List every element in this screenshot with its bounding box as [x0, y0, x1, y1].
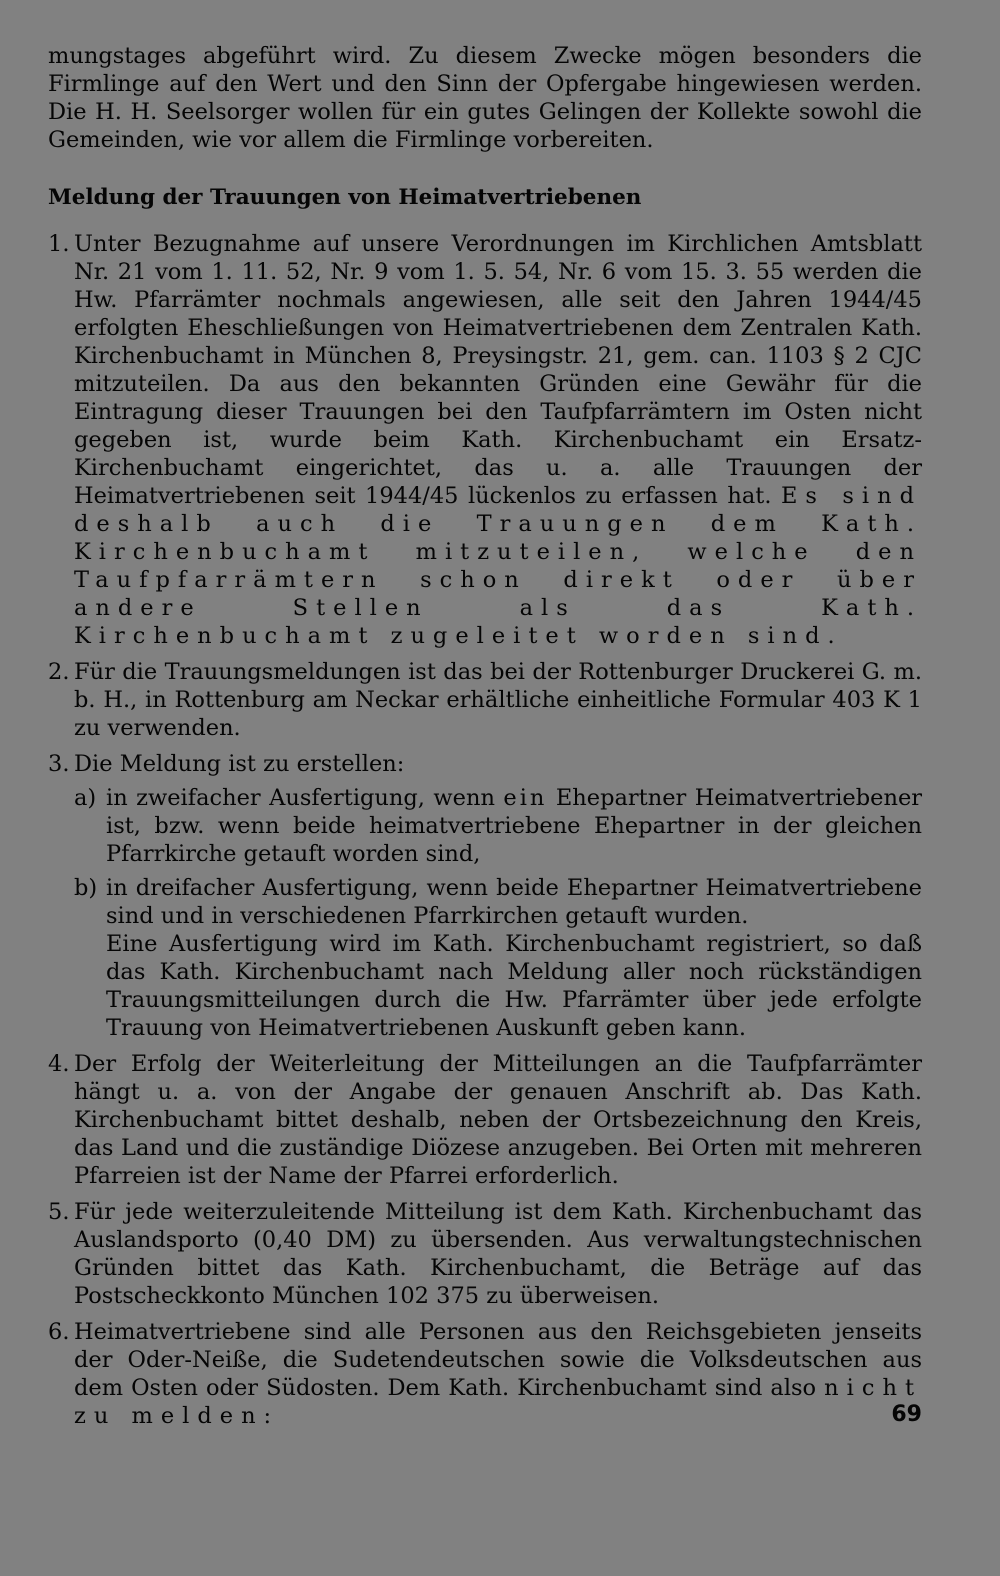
- item-text: [74, 1318, 922, 1430]
- item-text: Für die Trauungsmeldungen ist das bei der Rottenburger Druckerei G. m. b. H., in Rottenburg am Neckar erhältliche einheitliche Formular 403 K 1 zu verwenden.: [74, 659, 922, 741]
- intro-paragraph: mungstages abgeführt wird. Zu diesem Zwecke mögen besonders die Firmlinge auf den Wert und den Sinn der Opfergabe hingewiesen werden. Die H. H. Seelsorger wollen für ein gutes Gelingen der Kollekte sowohl die Gemeinden, wie vor allem die Firmlinge vorbereiten.: [48, 43, 922, 153]
- sub-item-emphasis: ein: [503, 785, 548, 811]
- document-body: [48, 42, 922, 1430]
- list-item-3: [48, 750, 922, 778]
- list-item-5: [48, 1198, 922, 1310]
- item-number: 5.: [48, 1199, 70, 1225]
- sub-item-b: [48, 874, 922, 930]
- list-item-1: [48, 230, 922, 650]
- sub-item-text: in dreifacher Ausfertigung, wenn beide Ehepartner Heimatvertriebene sind und in verschiedenen Pfarrkirchen getauft wurden.: [106, 875, 922, 929]
- sub-item-letter: b): [74, 875, 98, 901]
- item-number: 3.: [48, 751, 70, 777]
- sub-item-note: Eine Ausfertigung wird im Kath. Kirchenbuchamt registriert, so daß das Kath. Kirchenbuchamt nach Meldung aller noch rückständigen Trauungsmitteilungen durch die Hw. Pfarrämter über jede erfolgte Trauung von Heimatvertriebenen Auskunft geben kann.: [106, 931, 922, 1041]
- sub-item-text-after: Ehepartner Heimatvertriebener ist, bzw. wenn beide heimatvertriebene Ehepartner in der gleichen Pfarrkirche getauft worden sind,: [106, 785, 923, 867]
- sub-item-letter: a): [74, 785, 97, 811]
- item-emphasis: nicht zu melden:: [74, 1375, 922, 1429]
- item-number: 6.: [48, 1319, 70, 1345]
- item-number: 1.: [48, 231, 70, 257]
- page-number: 69: [891, 1402, 922, 1427]
- sub-item-text-before: in zweifacher Ausfertigung, wenn: [106, 785, 495, 811]
- item-text: Die Meldung ist zu erstellen:: [74, 751, 405, 777]
- item-number: 4.: [48, 1051, 70, 1077]
- list-item-6: [48, 1318, 922, 1430]
- section-heading: Meldung der Trauungen von Heimatvertriebenen: [48, 185, 642, 210]
- item-text: Für jede weiterzuleitende Mitteilung ist dem Kath. Kirchenbuchamt das Auslandsporto (0,40 DM) zu übersenden. Aus verwaltungstechnischen Gründen bittet das Kath. Kirchenbuchamt, die Beträge auf das Postscheckkonto München 102 375 zu überweisen.: [74, 1199, 922, 1309]
- item-body: Unter Bezugnahme auf unsere Verordnungen im Kirchlichen Amtsblatt Nr. 21 vom 1. 11. 52, Nr. 9 vom 1. 5. 54, Nr. 6 vom 15. 3. 55 werden die Hw. Pfarrämter nochmals angewiesen, alle seit den Jahren 1944/45 erfolgten Eheschließungen von Heimatvertriebenen dem Zentralen Kath. Kirchenbuchamt in München 8, Preysingstr. 21, gem. can. 1103 § 2 CJC mitzuteilen. Da aus den bekannten Gründen eine Gewähr für die Eintragung dieser Trauungen bei den Taufpfarrämtern im Osten nicht gegeben ist, wurde beim Kath. Kirchenbuchamt ein Ersatz-Kirchenbuchamt eingerichtet, das u. a. alle Trauungen der Heimatvertriebenen seit 1944/45 lückenlos zu erfassen hat.: [74, 231, 922, 509]
- item-number: 2.: [48, 659, 70, 685]
- list-item-4: [48, 1050, 922, 1190]
- item-text: [74, 230, 922, 650]
- list-item-2: [48, 658, 922, 742]
- item-body: Heimatvertriebene sind alle Personen aus den Reichsgebieten jenseits der Oder-Neiße, die Sudetendeutschen sowie die Volksdeutschen aus dem Osten oder Südosten. Dem Kath. Kirchenbuchamt sind also: [74, 1319, 922, 1401]
- sub-item-a: [48, 784, 922, 868]
- item-emphasis: Es sind deshalb auch die Trauungen dem Kath. Kirchenbuchamt mitzuteilen, welche den Taufpfarrämtern schon direkt oder über andere Stellen als das Kath. Kirchenbuchamt zugeleitet worden sind.: [74, 483, 922, 649]
- item-text: Der Erfolg der Weiterleitung der Mitteilungen an die Taufpfarrämter hängt u. a. von der Angabe der genauen Anschrift ab. Das Kath. Kirchenbuchamt bittet deshalb, neben der Ortsbezeichnung den Kreis, das Land und die zuständige Diözese anzugeben. Bei Orten mit mehreren Pfarreien ist der Name der Pfarrei erforderlich.: [74, 1051, 922, 1189]
- sub-item-text: [106, 784, 922, 868]
